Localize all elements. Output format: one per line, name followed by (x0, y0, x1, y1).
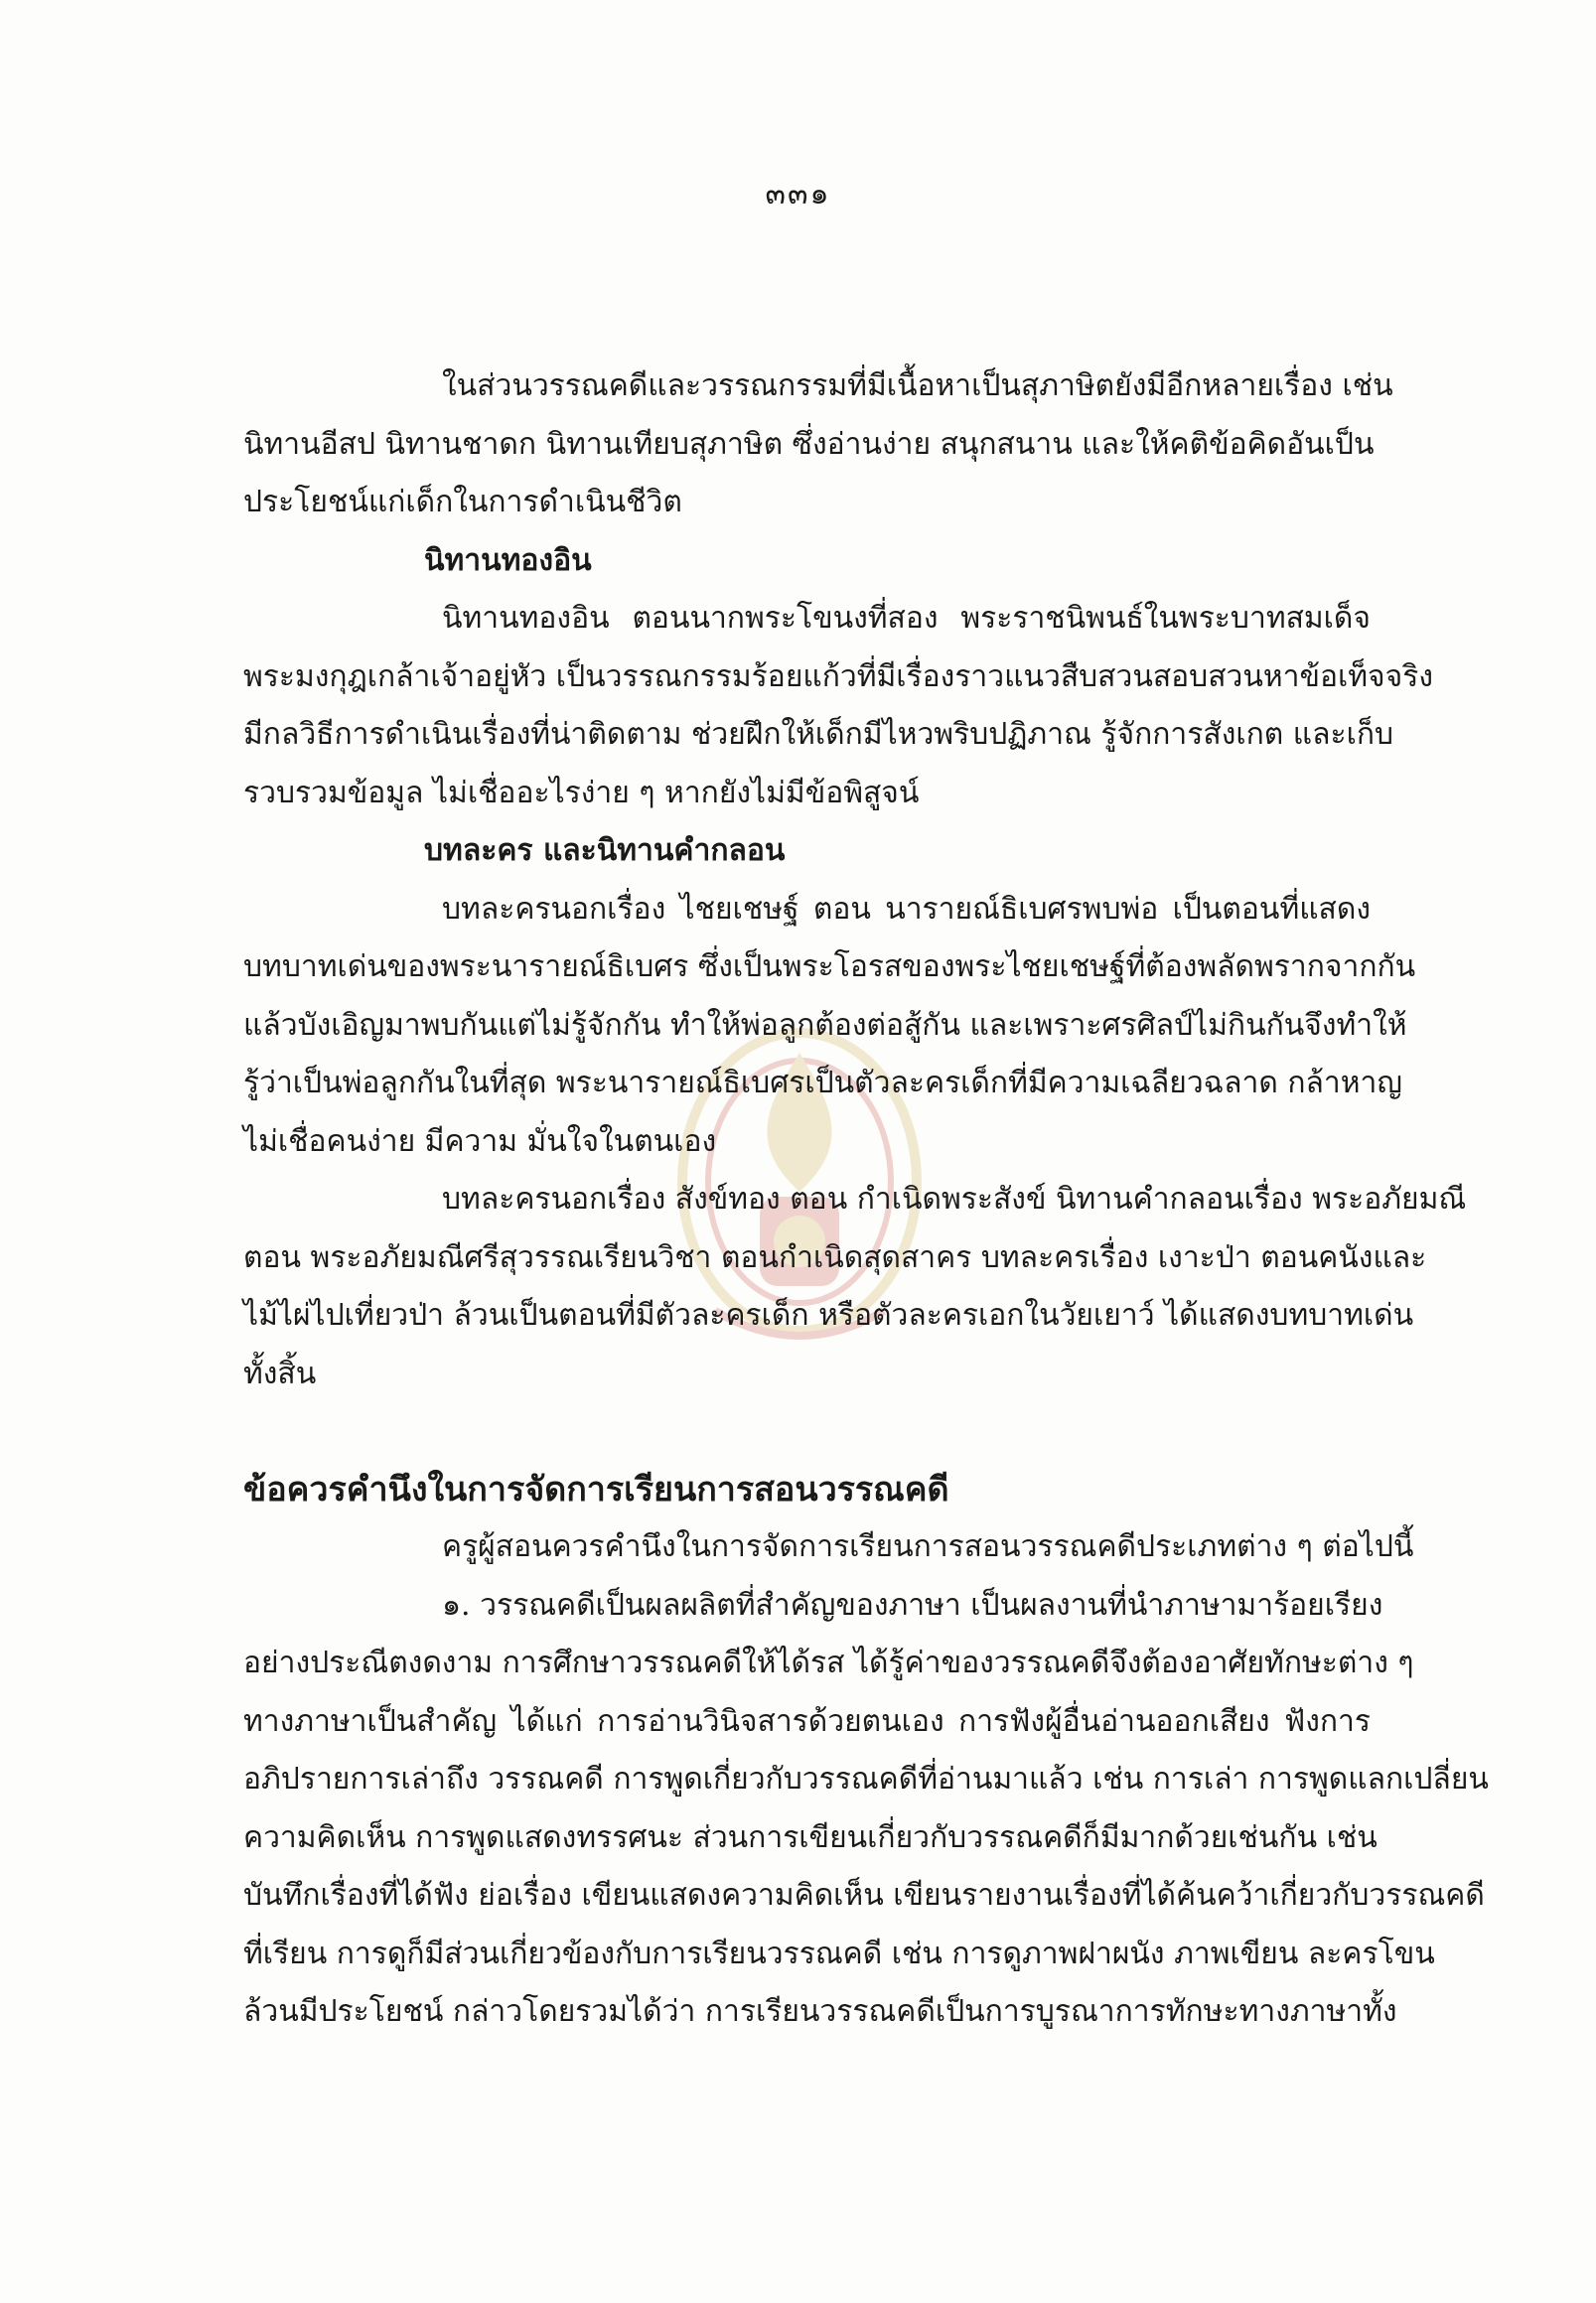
text-line: ๑. วรรณคดีเป็นผลผลิตที่สำคัญของภาษา เป็นผลงานที่นำภาษามาร้อยเรียง (442, 1587, 1383, 1623)
drama-paragraph-2 (243, 1171, 1467, 1403)
drama-paragraph-1 (243, 881, 1416, 1172)
subheading-thongin: นิทานทองอิน (424, 542, 592, 578)
text-line: อภิปรายการเล่าถึง วรรณคดี การพูดเกี่ยวกับวรรณคดีที่อ่านมาแล้ว เช่น การเล่า การพูดแลกเปลี่ยน (243, 1762, 1489, 1797)
page-number: ๓๓๑ (765, 177, 831, 212)
text-line: ความคิดเห็น การพูดแสดงทรรศนะ ส่วนการเขียนเกี่ยวกับวรรณคดีก็มีมากด้วยเช่นกัน เช่น (243, 1819, 1378, 1855)
text-line: พระมงกุฎเกล้าเจ้าอยู่หัว เป็นวรรณกรรมร้อยแก้วที่มีเรื่องราวแนวสืบสวนสอบสวนหาข้อเท็จจริง (243, 658, 1433, 694)
considerations-intro (243, 1518, 1414, 1577)
text-line: รวบรวมข้อมูล ไม่เชื่ออะไรง่าย ๆ หากยังไม่มีข้อพิสูจน์ (243, 775, 920, 810)
text-line: บทละครนอกเรื่อง สังข์ทอง ตอน กำเนิดพระสังข์ นิทานคำกลอนเรื่อง พระอภัยมณี (442, 1182, 1467, 1217)
text-line: ในส่วนวรรณคดีและวรรณกรรมที่มีเนื้อหาเป็นสุภาษิตยังมีอีกหลายเรื่อง เช่น (442, 368, 1393, 403)
text-line: ทั้งสิ้น (243, 1356, 317, 1391)
considerations-item-1 (243, 1577, 1489, 2042)
text-line: ประโยชน์แก่เด็กในการดำเนินชีวิต (243, 485, 682, 519)
thongin-paragraph (243, 590, 1433, 822)
text-line: ที่เรียน การดูก็มีส่วนเกี่ยวข้องกับการเรียนวรรณคดี เช่น การดูภาพฝาผนัง ภาพเขียน ละครโขน (243, 1936, 1435, 1971)
text-line: ไม้ไผ่ไปเที่ยวป่า ล้วนเป็นตอนที่มีตัวละครเด็ก หรือตัวละครเอกในวัยเยาว์ ได้แสดงบทบาทเด่น (243, 1298, 1414, 1333)
text-line: นิทานทองอิน ตอนนากพระโขนงที่สอง พระราชนิพนธ์ในพระบาทสมเด็จ (442, 601, 1371, 636)
text-line: ไม่เชื่อคนง่าย มีความ มั่นใจในตนเอง (243, 1123, 717, 1159)
page-content (243, 358, 1489, 2042)
text-line: ครูผู้สอนควรคำนึงในการจัดการเรียนการสอนวรรณคดีประเภทต่าง ๆ ต่อไปนี้ (442, 1529, 1414, 1564)
intro-paragraph (243, 358, 1393, 532)
section-gap (243, 1403, 1371, 1461)
text-line: บันทึกเรื่องที่ได้ฟัง ย่อเรื่อง เขียนแสดงความคิดเห็น เขียนรายงานเรื่องที่ได้ค้นคว้าเกี่ยวกับวรรณคดี (243, 1878, 1485, 1913)
text-line: ตอน พระอภัยมณีศรีสุวรรณเรียนวิชา ตอนกำเนิดสุดสาคร บทละครเรื่อง เงาะป่า ตอนคนังและ (243, 1239, 1427, 1275)
text-line: ทางภาษาเป็นสำคัญ ได้แก่ การอ่านวินิจสารด้วยตนเอง การฟังผู้อื่นอ่านออกเสียง ฟังการ (243, 1703, 1371, 1739)
text-line: นิทานอีสป นิทานชาดก นิทานเทียบสุภาษิต ซึ่งอ่านง่าย สนุกสนาน และให้คติข้อคิดอันเป็น (243, 426, 1375, 462)
section-heading: ข้อควรคำนึงในการจัดการเรียนการสอนวรรณคดี (243, 1470, 949, 1510)
subheading-drama: บทละคร และนิทานคำกลอน (424, 833, 786, 868)
text-line: มีกลวิธีการดำเนินเรื่องที่น่าติดตาม ช่วยฝึกให้เด็กมีไหวพริบปฏิภาณ รู้จักการสังเกต และเก็บ (243, 717, 1394, 752)
text-line: รู้ว่าเป็นพ่อลูกกันในที่สุด พระนารายณ์ธิเบศรเป็นตัวละครเด็กที่มีความเฉลียวฉลาด กล้าหาญ (243, 1066, 1402, 1100)
text-line: บทบาทเด่นของพระนารายณ์ธิเบศร ซึ่งเป็นพระโอรสของพระไชยเชษฐ์ที่ต้องพลัดพรากจากกัน (243, 949, 1416, 984)
text-line: บทละครนอกเรื่อง ไชยเชษฐ์ ตอน นารายณ์ธิเบศรพบพ่อ เป็นตอนที่แสดง (442, 891, 1371, 927)
text-line: แล้วบังเอิญมาพบกันแต่ไม่รู้จักกัน ทำให้พ่อลูกต้องต่อสู้กัน และเพราะศรศิลป์ไม่กินกันจึงทำให้ (243, 1007, 1407, 1043)
text-line: ล้วนมีประโยชน์ กล่าวโดยรวมได้ว่า การเรียนวรรณคดีเป็นการบูรณาการทักษะทางภาษาทั้ง (243, 1994, 1397, 2029)
text-line: อย่างประณีตงดงาม การศึกษาวรรณคดีให้ได้รส ได้รู้ค่าของวรรณคดีจึงต้องอาศัยทักษะต่าง ๆ (243, 1646, 1414, 1680)
